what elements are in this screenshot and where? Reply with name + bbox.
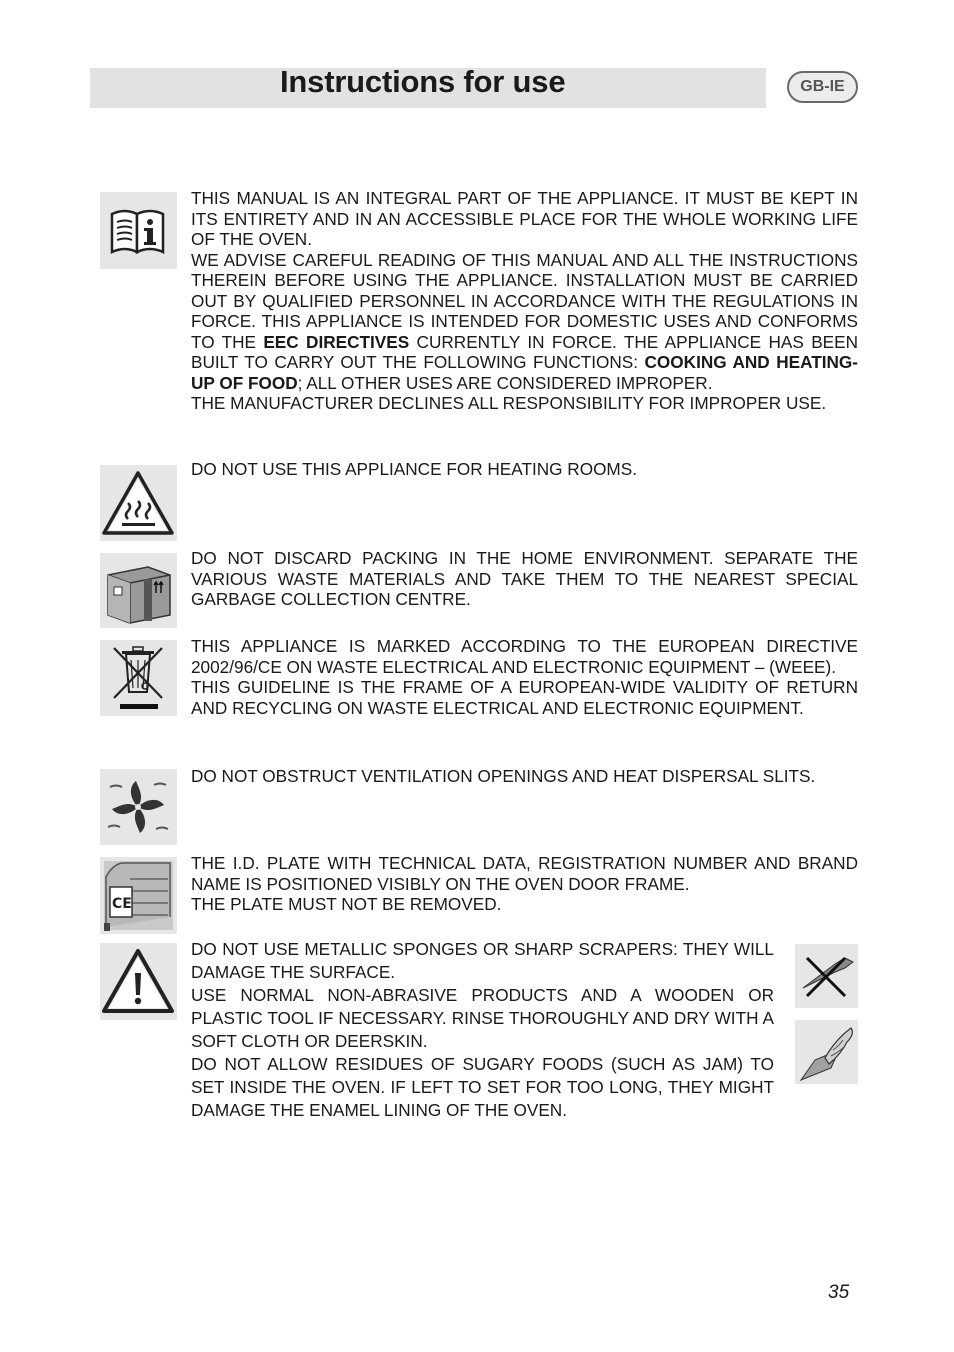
language-badge: GB-IE [787, 71, 858, 103]
ventilation-paragraph-1: DO NOT OBSTRUCT VENTILATION OPENINGS AND HEAT DISPERSAL SLITS. [191, 766, 816, 786]
ventilation-fan-icon [100, 769, 177, 845]
heating-text [191, 459, 858, 480]
cleaning-text [191, 938, 774, 1122]
cleaning-paragraph-1: DO NOT USE METALLIC SPONGES OR SHARP SCRAPERS: THEY WILL DAMAGE THE SURFACE. [191, 939, 774, 982]
weee-paragraph-2: THIS GUIDELINE IS THE FRAME OF A EUROPEAN-WIDE VALIDITY OF RETURN AND RECYCLING ON WASTE ELECTRICAL AND ELECTRONIC EQUIPMENT. [191, 677, 858, 718]
packing-paragraph-1: DO NOT DISCARD PACKING IN THE HOME ENVIRONMENT. SEPARATE THE VARIOUS WASTE MATERIALS AND TAKE THEM TO THE NEAREST SPECIAL GARBAGE COLLECTION CENTRE. [191, 548, 858, 609]
cleaning-paragraph-2: USE NORMAL NON-ABRASIVE PRODUCTS AND A WOODEN OR PLASTIC TOOL IF NECESSARY. RINSE THOROUGHLY AND DRY WITH A SOFT CLOTH OR DEERSKIN. [191, 985, 774, 1051]
page-title: Instructions for use [280, 64, 566, 99]
manual-paragraph-3: THE MANUFACTURER DECLINES ALL RESPONSIBILITY FOR IMPROPER USE. [191, 393, 827, 413]
weee-paragraph-1: THIS APPLIANCE IS MARKED ACCORDING TO THE EUROPEAN DIRECTIVE 2002/96/CE ON WASTE ELECTRICAL AND ELECTRONIC EQUIPMENT – (WEEE). [191, 636, 858, 677]
ce-plate-icon [100, 857, 177, 934]
idplate-paragraph-1: THE I.D. PLATE WITH TECHNICAL DATA, REGISTRATION NUMBER AND BRAND NAME IS POSITIONED VISIBLY ON THE OVEN DOOR FRAME. [191, 853, 858, 894]
cloth-wipe-icon [795, 1020, 858, 1084]
no-scraper-icon [795, 944, 858, 1008]
packing-text [191, 548, 858, 610]
manual-paragraph-2: WE ADVISE CAREFUL READING OF THIS MANUAL AND ALL THE INSTRUCTIONS THEREIN BEFORE USING THE APPLIANCE. INSTALLATION MUST BE CARRIED OUT BY QUALIFIED PERSONNEL IN ACCORDANCE WITH THE REGULATIONS IN FORCE. THIS APPLIANCE IS INTENDED FOR DOMESTIC USES AND CONFORMS TO THE EEC DIRECTIVES CURRENTLY IN FORCE. THE APPLIANCE HAS BEEN BUILT TO CARRY OUT THE FOLLOWING FUNCTIONS: COOKING AND HEATING-UP OF FOOD; ALL OTHER USES ARE CONSIDERED IMPROPER. [191, 249, 858, 393]
cleaning-paragraph-3: DO NOT ALLOW RESIDUES OF SUGARY FOODS (SUCH AS JAM) TO SET INSIDE THE OVEN. IF LEFT TO SET FOR TOO LONG, THEY MIGHT DAMAGE THE ENAMEL LINING OF THE OVEN. [191, 1054, 774, 1120]
crossed-bin-icon [100, 640, 177, 716]
heating-paragraph-1: DO NOT USE THIS APPLIANCE FOR HEATING ROOMS. [191, 459, 637, 479]
ventilation-text [191, 766, 858, 787]
idplate-text [191, 853, 858, 915]
packing-box-icon [100, 553, 177, 628]
weee-text [191, 636, 858, 718]
hot-surface-warning-icon [100, 465, 177, 541]
warning-triangle-icon [100, 943, 177, 1020]
idplate-paragraph-2: THE PLATE MUST NOT BE REMOVED. [191, 894, 502, 914]
manual-text [191, 188, 858, 414]
manual-info-icon [100, 192, 177, 269]
manual-paragraph-1: THIS MANUAL IS AN INTEGRAL PART OF THE APPLIANCE. IT MUST BE KEPT IN ITS ENTIRETY AND IN AN ACCESSIBLE PLACE FOR THE WHOLE WORKING LIFE OF THE OVEN. [191, 188, 858, 249]
svg-text:CE: CE [112, 896, 132, 912]
page-number: 35 [828, 1282, 850, 1303]
